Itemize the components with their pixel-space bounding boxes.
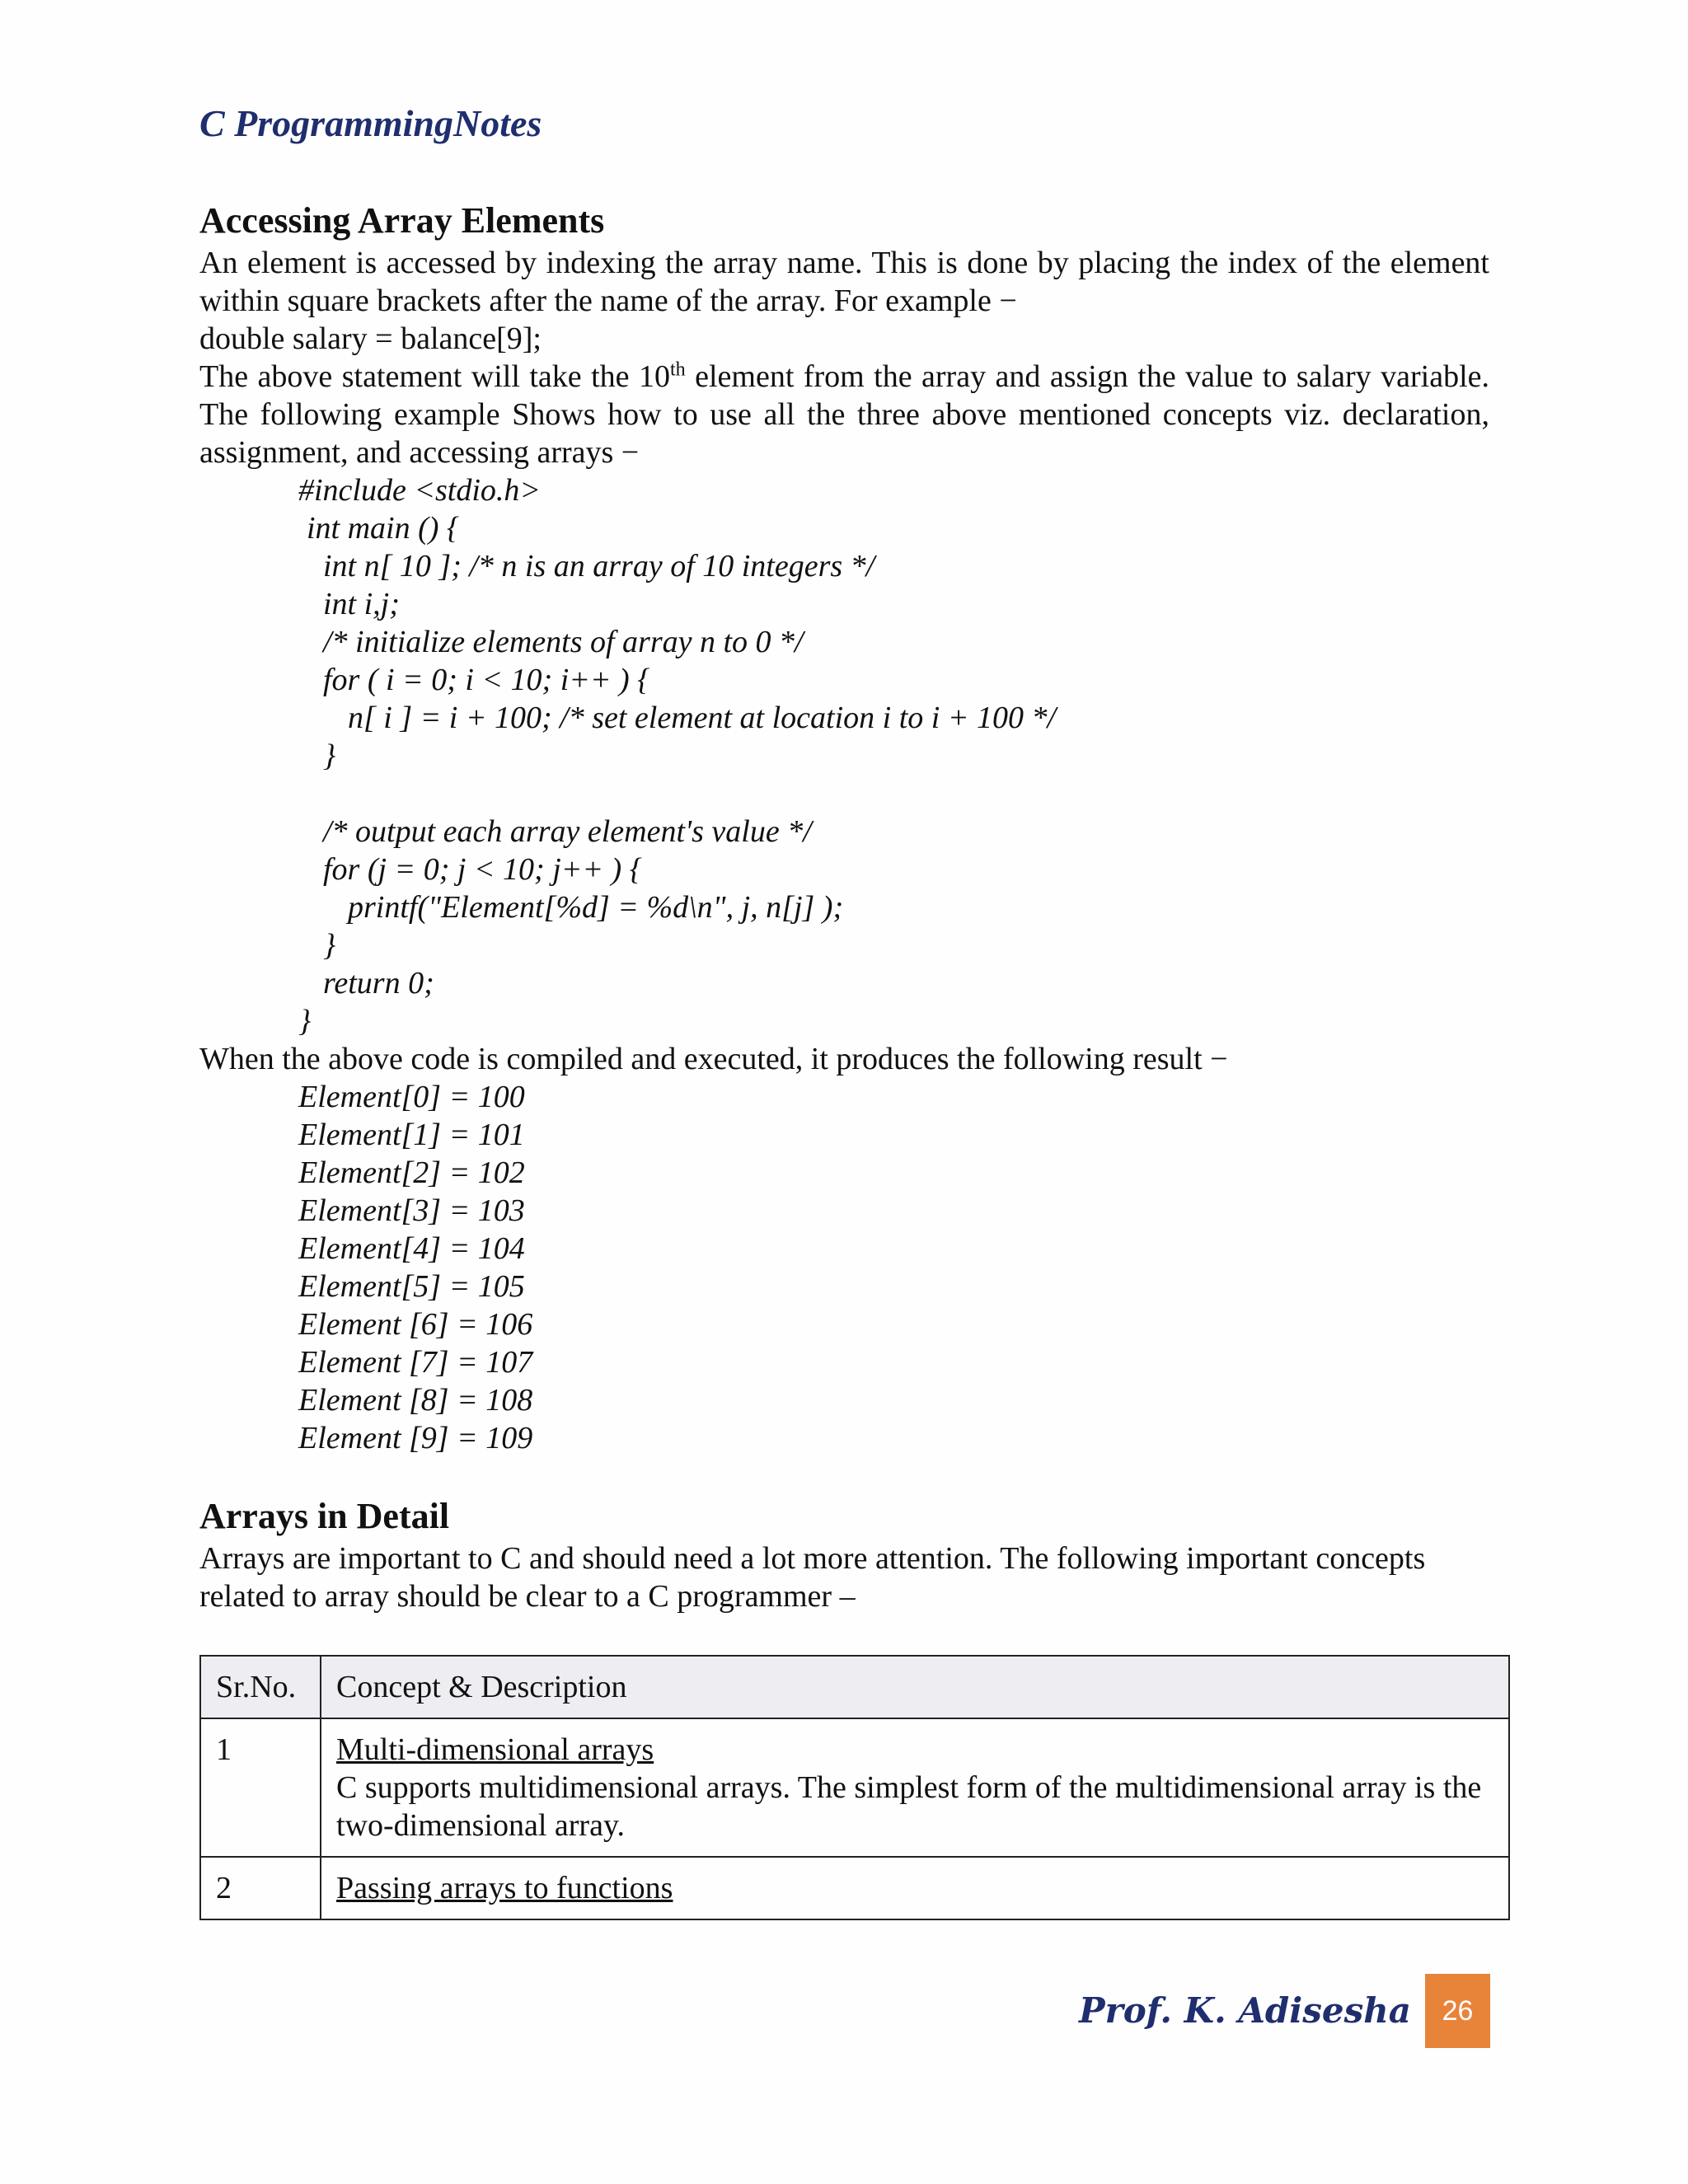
explain-text-pre: The above statement will take the 10 xyxy=(199,359,670,394)
output-line: Element [9] = 109 xyxy=(298,1421,533,1455)
output-line: Element[5] = 105 xyxy=(298,1269,525,1304)
code-line: #include <stdio.h> xyxy=(298,473,542,508)
code-line: } xyxy=(323,928,336,963)
code-line: /* output each array element's value */ xyxy=(323,814,812,849)
concept-link-multidimensional[interactable]: Multi-dimensional arrays xyxy=(336,1732,654,1767)
output-line: Element[0] = 100 xyxy=(298,1080,525,1114)
table-header-row xyxy=(200,1656,1509,1718)
explain-superscript: th xyxy=(669,359,686,381)
concepts-table xyxy=(199,1655,1510,1920)
code-line: /* initialize elements of array n to 0 */ xyxy=(323,625,804,659)
output-line: Element [8] = 108 xyxy=(298,1383,533,1418)
explain-text-post: element from the array and assign the value to salary variable. The following example Shows how to use all the three above mentioned concepts viz. declaration, assignment, and accessing arrays − xyxy=(199,359,1489,470)
table-row xyxy=(200,1718,1509,1857)
table-row xyxy=(200,1857,1509,1919)
result-intro: When the above code is compiled and executed, it produces the following result − xyxy=(199,1042,1228,1076)
footer-author: Prof. K. Adisesha xyxy=(1079,1990,1411,2031)
output-line: Element[4] = 104 xyxy=(298,1231,525,1266)
code-line: int n[ 10 ]; /* n is an array of 10 integers */ xyxy=(323,549,875,583)
code-line: int i,j; xyxy=(323,587,400,621)
code-block xyxy=(298,471,1489,1040)
output-line: Element [6] = 106 xyxy=(298,1307,533,1342)
output-line: Element[2] = 102 xyxy=(298,1155,525,1190)
code-line: for ( i = 0; i < 10; i++ ) { xyxy=(323,663,650,697)
code-blank-line xyxy=(298,775,1489,813)
example-statement: double salary = balance[9]; xyxy=(199,321,542,356)
row-content xyxy=(321,1857,1509,1919)
output-block xyxy=(298,1078,1489,1457)
row-number: 2 xyxy=(200,1857,321,1919)
section-intro-paragraph: An element is accessed by indexing the array name. This is done by placing the index of the element within square brackets after the name of the array. For example − xyxy=(199,246,1489,318)
code-line: for (j = 0; j < 10; j++ ) { xyxy=(323,852,642,887)
concept-link-passing-arrays[interactable]: Passing arrays to functions xyxy=(336,1871,673,1905)
code-line: n[ i ] = i + 100; /* set element at location i to i + 100 */ xyxy=(348,701,1057,735)
header-cell-srno: Sr.No. xyxy=(200,1656,321,1718)
header-cell-concept: Concept & Description xyxy=(321,1656,1509,1718)
page-content xyxy=(199,198,1489,1920)
explain-paragraph xyxy=(199,358,1489,471)
section2-intro-paragraph: Arrays are important to C and should need a lot more attention. The following important concepts related to array should be clear to a C programmer – xyxy=(199,1541,1426,1614)
code-line: return 0; xyxy=(323,966,434,1001)
output-line: Element [7] = 107 xyxy=(298,1345,533,1380)
code-line: } xyxy=(298,1004,312,1038)
header-title: C ProgrammingNotes xyxy=(199,102,542,144)
page-number-badge: 26 xyxy=(1425,1974,1490,2048)
concept-description: C supports multidimensional arrays. The simplest form of the multidimensional array is the two-dimensional array. xyxy=(336,1770,1482,1843)
section-heading-accessing: Accessing Array Elements xyxy=(199,200,605,241)
code-line: int main () { xyxy=(307,511,460,546)
row-content xyxy=(321,1718,1509,1857)
output-line: Element[1] = 101 xyxy=(298,1118,525,1152)
section-gap xyxy=(199,1457,1489,1493)
output-line: Element[3] = 103 xyxy=(298,1193,525,1228)
section-heading-arrays-detail: Arrays in Detail xyxy=(199,1496,450,1536)
row-number: 1 xyxy=(200,1718,321,1857)
code-line: } xyxy=(323,738,336,773)
code-line: printf("Element[%d] = %d\n", j, n[j] ); xyxy=(348,890,844,925)
